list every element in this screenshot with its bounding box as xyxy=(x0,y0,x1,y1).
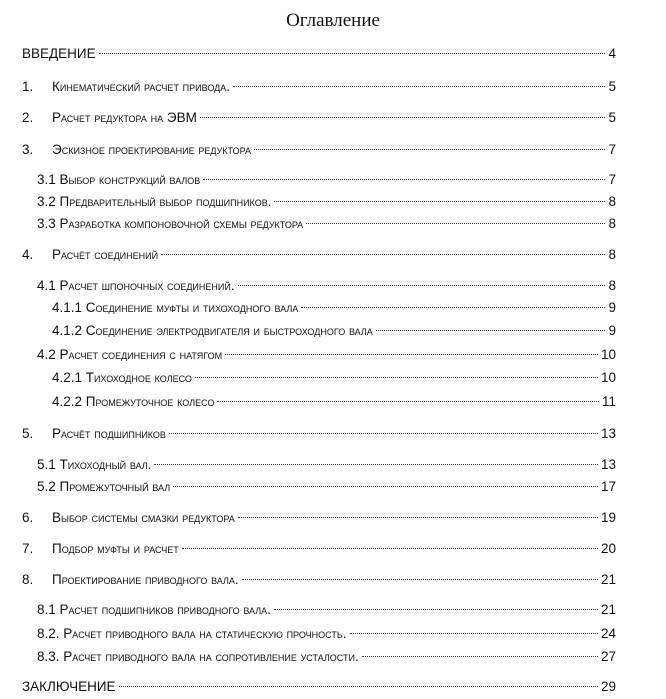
toc-entry-page-number: 20 xyxy=(600,541,616,556)
toc-entry-page-number: 5 xyxy=(608,110,616,125)
toc-entry[interactable] xyxy=(0,276,666,296)
toc-entry-label: Подбор муфты и расчет xyxy=(52,541,179,556)
toc-entry[interactable] xyxy=(0,477,666,497)
toc-entry[interactable] xyxy=(0,647,666,667)
toc-entry-page-number: 10 xyxy=(600,370,616,385)
toc-entry-page-number: 27 xyxy=(600,649,616,664)
toc-entry-label: Расчёт соединений xyxy=(52,247,159,262)
toc-entry-page-number: 24 xyxy=(600,626,616,641)
dot-leader xyxy=(274,609,598,610)
dot-leader xyxy=(376,330,606,331)
toc-entry-page-number: 8 xyxy=(608,247,616,262)
toc-entry-label: Кинематический расчет привода. xyxy=(52,79,230,94)
toc-entry-label: 3.2 Предварительный выбор подшипников. xyxy=(37,194,272,209)
toc-entry-label: 3.3 Разработка компоновочной схемы редуктора xyxy=(37,216,304,231)
toc-entry-label: Выбор системы смазки редуктора xyxy=(52,510,235,525)
toc-entry[interactable] xyxy=(0,192,666,212)
toc-entry-label: 8.1 Расчет подшипников приводного вала. xyxy=(37,602,271,617)
toc-entry-page-number: 21 xyxy=(600,602,616,617)
toc-entry-label: Эскизное проектирование редуктора xyxy=(52,142,251,157)
toc-entry-label: 4.2.2 Промежуточное колесо xyxy=(52,394,215,409)
toc-entry-page-number: 8 xyxy=(608,194,616,209)
toc-entry[interactable] xyxy=(0,424,666,444)
dot-leader xyxy=(233,86,606,87)
toc-entry[interactable] xyxy=(0,392,666,412)
toc-entry-label: 4.1 Расчет шпоночных соединений. xyxy=(37,278,235,293)
toc-entry-label: Расчёт подшипников xyxy=(52,426,166,441)
toc-entry-label: 8.3. Расчет приводного вала на сопротивление усталости. xyxy=(37,649,359,664)
toc-entry[interactable] xyxy=(0,245,666,265)
toc-entry-label: ВВЕДЕНИЕ xyxy=(22,46,96,61)
toc-entry-page-number: 21 xyxy=(600,572,616,587)
dot-leader xyxy=(301,307,605,308)
toc-entry-page-number: 13 xyxy=(600,426,616,441)
toc-entry-page-number: 29 xyxy=(600,679,616,694)
toc-entry-page-number: 7 xyxy=(608,142,616,157)
toc-entry-number: 4. xyxy=(22,247,34,262)
toc-entry[interactable] xyxy=(0,321,666,341)
toc-entry-page-number: 8 xyxy=(608,278,616,293)
dot-leader xyxy=(217,401,599,402)
toc-entry[interactable] xyxy=(0,108,666,128)
toc-entry-label: 5.1 Тихоходный вал. xyxy=(37,457,152,472)
toc-entry-number: 1. xyxy=(22,79,34,94)
toc-entry[interactable] xyxy=(0,140,666,160)
dot-leader xyxy=(173,486,598,487)
toc-entry[interactable] xyxy=(0,345,666,365)
dot-leader xyxy=(238,285,606,286)
toc-entry[interactable] xyxy=(0,677,666,697)
dot-leader xyxy=(119,686,598,687)
toc-entry[interactable] xyxy=(0,44,666,64)
toc-entry-number: 7. xyxy=(22,541,34,556)
toc-entry[interactable] xyxy=(0,539,666,559)
dot-leader xyxy=(195,377,598,378)
dot-leader xyxy=(169,433,598,434)
toc-entry[interactable] xyxy=(0,455,666,475)
toc-entry-label: 4.2 Расчет соединения с натягом xyxy=(37,347,223,362)
toc-entry-number: 3. xyxy=(22,142,34,157)
toc-entry-label: 3.1 Выбор конструкций валов xyxy=(37,172,201,187)
toc-entry-page-number: 7 xyxy=(608,172,616,187)
toc-entry-page-number: 17 xyxy=(600,479,616,494)
dot-leader xyxy=(238,517,598,518)
toc-entry[interactable] xyxy=(0,368,666,388)
toc-entry-label: 4.1.2 Соединение электродвигателя и быстроходного вала xyxy=(52,323,373,338)
dot-leader xyxy=(161,254,605,255)
toc-entry-page-number: 13 xyxy=(600,457,616,472)
dot-leader xyxy=(154,464,598,465)
toc-entry-label: 4.1.1 Соединение муфты и тихоходного вала xyxy=(52,300,299,315)
toc-entry-page-number: 11 xyxy=(601,394,616,409)
dot-leader xyxy=(200,117,606,118)
toc-entry-number: 6. xyxy=(22,510,34,525)
toc-entry-number: 8. xyxy=(22,572,34,587)
toc-entry-page-number: 9 xyxy=(608,300,616,315)
toc-entry-label: 4.2.1 Тихоходное колесо xyxy=(52,370,192,385)
toc-entry-page-number: 9 xyxy=(608,323,616,338)
toc-entry[interactable] xyxy=(0,214,666,234)
toc-entry-page-number: 10 xyxy=(600,347,616,362)
toc-entry-label: Расчет редуктора на ЭВМ xyxy=(52,110,197,125)
dot-leader xyxy=(350,633,598,634)
dot-leader xyxy=(306,223,605,224)
dot-leader xyxy=(203,179,605,180)
toc-entry-number: 2. xyxy=(22,110,34,125)
dot-leader xyxy=(254,149,606,150)
toc-entry-label: Проектирование приводного вала. xyxy=(52,572,239,587)
toc-entry-label: 5.2 Промежуточный вал xyxy=(37,479,171,494)
toc-entry[interactable] xyxy=(0,624,666,644)
dot-leader xyxy=(182,548,598,549)
dot-leader xyxy=(242,579,598,580)
toc-entry[interactable] xyxy=(0,508,666,528)
toc-title: Оглавление xyxy=(286,10,380,31)
toc-entry-number: 5. xyxy=(22,426,34,441)
toc-entry[interactable] xyxy=(0,600,666,620)
toc-entry-label: 8.2. Расчет приводного вала на статическую прочность. xyxy=(37,626,347,641)
dot-leader xyxy=(274,201,605,202)
toc-entry[interactable] xyxy=(0,77,666,97)
toc-entry[interactable] xyxy=(0,570,666,590)
toc-entry-page-number: 8 xyxy=(608,216,616,231)
toc-entry[interactable] xyxy=(0,170,666,190)
toc-entry-page-number: 5 xyxy=(608,79,616,94)
dot-leader xyxy=(225,354,598,355)
toc-entry[interactable] xyxy=(0,298,666,318)
toc-entry-page-number: 19 xyxy=(600,510,616,525)
dot-leader xyxy=(99,53,606,54)
toc-entry-page-number: 4 xyxy=(608,46,616,61)
toc-entry-label: ЗАКЛЮЧЕНИЕ xyxy=(22,679,116,694)
dot-leader xyxy=(362,656,598,657)
